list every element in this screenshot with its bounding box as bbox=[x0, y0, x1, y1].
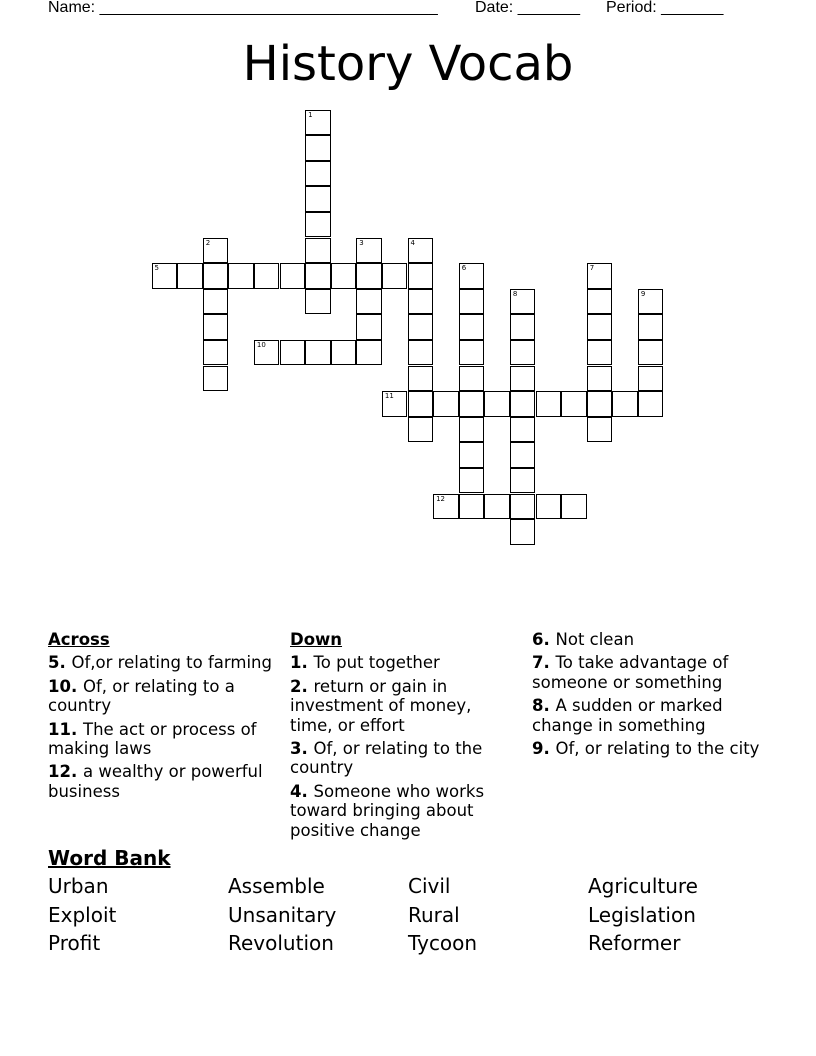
crossword-cell[interactable] bbox=[510, 468, 536, 494]
clue-number-6: 6 bbox=[461, 264, 467, 273]
clue-text: A sudden or marked change in something bbox=[532, 696, 723, 735]
crossword-cell[interactable] bbox=[638, 289, 664, 315]
crossword-cell[interactable] bbox=[587, 289, 613, 315]
clue-number-5: 5 bbox=[154, 264, 159, 273]
clue-number: 7. bbox=[532, 653, 556, 673]
crossword-cell[interactable] bbox=[510, 417, 536, 443]
crossword-cell[interactable] bbox=[203, 289, 229, 315]
crossword-cell[interactable] bbox=[408, 263, 434, 289]
crossword-cell[interactable] bbox=[459, 314, 485, 340]
crossword-cell[interactable] bbox=[638, 366, 664, 392]
clue-number-1: 1 bbox=[308, 110, 313, 119]
clue-4 bbox=[290, 782, 510, 840]
clues-column-1 bbox=[48, 630, 278, 805]
clue-7 bbox=[532, 653, 762, 692]
crossword-cell[interactable] bbox=[305, 161, 331, 187]
crossword-cell[interactable] bbox=[459, 340, 485, 366]
crossword-cell[interactable] bbox=[305, 135, 331, 161]
clue-number: 10. bbox=[48, 676, 83, 696]
clue-number-12: 12 bbox=[436, 494, 446, 503]
crossword-cell[interactable] bbox=[587, 340, 613, 366]
word-bank-item: Civil bbox=[408, 874, 451, 898]
crossword-cell[interactable] bbox=[305, 289, 331, 315]
clue-number: 1. bbox=[290, 653, 314, 673]
crossword-cell[interactable] bbox=[408, 289, 434, 315]
word-bank-title: Word Bank bbox=[48, 846, 171, 870]
crossword-cell[interactable] bbox=[305, 238, 331, 264]
clue-8 bbox=[532, 696, 762, 735]
crossword-cell[interactable] bbox=[459, 289, 485, 315]
crossword-cell[interactable] bbox=[561, 494, 587, 520]
crossword-cell[interactable] bbox=[331, 263, 357, 289]
clue-number: 6. bbox=[532, 630, 556, 649]
word-bank-item: Rural bbox=[408, 903, 460, 927]
crossword-cell[interactable] bbox=[305, 263, 331, 289]
clue-number: 9. bbox=[532, 739, 556, 759]
crossword-cell[interactable] bbox=[356, 340, 382, 366]
crossword-cell[interactable] bbox=[408, 238, 434, 264]
crossword-cell[interactable] bbox=[356, 238, 382, 264]
crossword-cell[interactable] bbox=[356, 289, 382, 315]
crossword-cell[interactable] bbox=[203, 340, 229, 366]
word-bank-item: Tycoon bbox=[408, 931, 478, 955]
crossword-cell[interactable] bbox=[203, 366, 229, 392]
clue-text: Someone who works toward bringing about positive change bbox=[290, 781, 485, 840]
crossword-cell[interactable] bbox=[305, 340, 331, 366]
crossword-cell[interactable] bbox=[152, 263, 178, 289]
crossword-cell[interactable] bbox=[510, 391, 536, 417]
clue-number-2: 2 bbox=[205, 238, 211, 247]
crossword-cell[interactable] bbox=[459, 468, 485, 494]
crossword-cell[interactable] bbox=[510, 289, 536, 315]
crossword-cell[interactable] bbox=[203, 263, 229, 289]
crossword-cell[interactable] bbox=[459, 417, 485, 443]
word-bank-item: Unsanitary bbox=[228, 903, 337, 927]
crossword-cell[interactable] bbox=[433, 494, 459, 520]
clue-3 bbox=[290, 739, 510, 778]
clue-text: Of, or relating to the city bbox=[555, 739, 760, 759]
crossword-cell[interactable] bbox=[510, 519, 536, 545]
crossword-cell[interactable] bbox=[510, 340, 536, 366]
clues-column-2 bbox=[290, 630, 510, 844]
crossword-cell[interactable] bbox=[382, 263, 408, 289]
crossword-cell[interactable] bbox=[561, 391, 587, 417]
clue-2 bbox=[290, 677, 510, 735]
clue-10 bbox=[48, 677, 278, 716]
clue-12 bbox=[48, 762, 278, 801]
word-bank-item: Revolution bbox=[228, 931, 334, 955]
clue-5 bbox=[48, 653, 278, 672]
crossword-cell[interactable] bbox=[612, 391, 638, 417]
clue-number: 5. bbox=[48, 653, 72, 673]
clue-text: Not clean bbox=[555, 630, 635, 649]
crossword-cell[interactable] bbox=[408, 417, 434, 443]
clue-number: 4. bbox=[290, 781, 314, 801]
crossword-cell[interactable] bbox=[433, 391, 459, 417]
clue-11 bbox=[48, 720, 278, 759]
crossword-cell[interactable] bbox=[228, 263, 254, 289]
crossword-cell[interactable] bbox=[177, 263, 203, 289]
crossword-cell[interactable] bbox=[587, 314, 613, 340]
clue-1 bbox=[290, 653, 510, 672]
crossword-cell[interactable] bbox=[459, 391, 485, 417]
clue-number-10: 10 bbox=[256, 340, 266, 349]
clue-number: 12. bbox=[48, 762, 83, 782]
word-bank-item: Agriculture bbox=[588, 874, 698, 898]
crossword-cell[interactable] bbox=[459, 263, 485, 289]
clue-text: return or gain in investment of money, time, or effort bbox=[290, 676, 472, 735]
crossword-cell[interactable] bbox=[356, 263, 382, 289]
clue-number-4: 4 bbox=[410, 238, 415, 247]
crossword-cell[interactable] bbox=[536, 494, 562, 520]
clue-number: 2. bbox=[290, 676, 314, 696]
crossword-cell[interactable] bbox=[305, 110, 331, 136]
crossword-cell[interactable] bbox=[408, 391, 434, 417]
clue-text: The act or process of making laws bbox=[48, 719, 257, 759]
crossword-cell[interactable] bbox=[408, 340, 434, 366]
clue-number-9: 9 bbox=[640, 289, 646, 298]
page-title: History Vocab bbox=[242, 36, 574, 92]
clue-text: a wealthy or powerful business bbox=[48, 762, 263, 801]
word-bank-item: Profit bbox=[48, 931, 101, 955]
clues-column-3 bbox=[532, 630, 762, 762]
crossword-cell[interactable] bbox=[638, 391, 664, 417]
crossword-cell[interactable] bbox=[203, 314, 229, 340]
clue-text: Of, or relating to a country bbox=[48, 676, 235, 716]
crossword-cell[interactable] bbox=[510, 494, 536, 520]
clue-9 bbox=[532, 739, 762, 758]
crossword-cell[interactable] bbox=[356, 314, 382, 340]
crossword-cell[interactable] bbox=[280, 340, 306, 366]
crossword-cell[interactable] bbox=[459, 366, 485, 392]
down-heading: Down bbox=[290, 630, 343, 649]
crossword-cell[interactable] bbox=[459, 494, 485, 520]
crossword-cell[interactable] bbox=[305, 186, 331, 212]
clue-number: 3. bbox=[290, 739, 314, 759]
crossword-cell[interactable] bbox=[510, 366, 536, 392]
crossword-cell[interactable] bbox=[638, 340, 664, 366]
word-bank-item: Legislation bbox=[588, 903, 696, 927]
crossword-cell[interactable] bbox=[459, 442, 485, 468]
crossword-cell[interactable] bbox=[484, 494, 510, 520]
crossword-cell[interactable] bbox=[382, 391, 408, 417]
clue-number: 11. bbox=[48, 719, 83, 739]
word-bank-item: Assemble bbox=[228, 874, 325, 898]
clue-number: 8. bbox=[532, 696, 556, 716]
word-bank-item: Reformer bbox=[588, 931, 681, 955]
crossword-cell[interactable] bbox=[331, 340, 357, 366]
clue-number-3: 3 bbox=[359, 238, 364, 247]
clue-number-8: 8 bbox=[512, 289, 518, 298]
clue-text: Of,or relating to farming bbox=[71, 653, 272, 673]
clue-text: Of, or relating to the country bbox=[290, 739, 483, 778]
crossword-cell[interactable] bbox=[587, 263, 613, 289]
crossword-cell[interactable] bbox=[203, 238, 229, 264]
clue-number-7: 7 bbox=[589, 264, 595, 273]
date-field[interactable]: Date: _______ bbox=[475, 0, 580, 16]
crossword-cell[interactable] bbox=[484, 391, 510, 417]
clue-text: To put together bbox=[313, 653, 440, 673]
crossword-cell[interactable] bbox=[587, 417, 613, 443]
name-field[interactable]: Name: ______________________________________ bbox=[48, 0, 438, 16]
crossword-cell[interactable] bbox=[587, 366, 613, 392]
crossword-cell[interactable] bbox=[638, 314, 664, 340]
crossword-cell[interactable] bbox=[254, 340, 280, 366]
clue-text: To take advantage of someone or something bbox=[532, 653, 729, 692]
crossword-cell[interactable] bbox=[408, 366, 434, 392]
crossword-cell[interactable] bbox=[280, 263, 306, 289]
clue-6 bbox=[532, 630, 762, 649]
word-bank-item: Exploit bbox=[48, 903, 117, 927]
crossword-cell[interactable] bbox=[254, 263, 280, 289]
across-heading: Across bbox=[48, 630, 110, 649]
crossword-cell[interactable] bbox=[305, 212, 331, 238]
period-field[interactable]: Period: _______ bbox=[606, 0, 724, 16]
crossword-cell[interactable] bbox=[510, 314, 536, 340]
word-bank-item: Urban bbox=[48, 874, 109, 898]
crossword-cell[interactable] bbox=[536, 391, 562, 417]
clue-number-11: 11 bbox=[384, 392, 394, 401]
crossword-cell[interactable] bbox=[408, 314, 434, 340]
crossword-cell[interactable] bbox=[587, 391, 613, 417]
crossword-cell[interactable] bbox=[510, 442, 536, 468]
